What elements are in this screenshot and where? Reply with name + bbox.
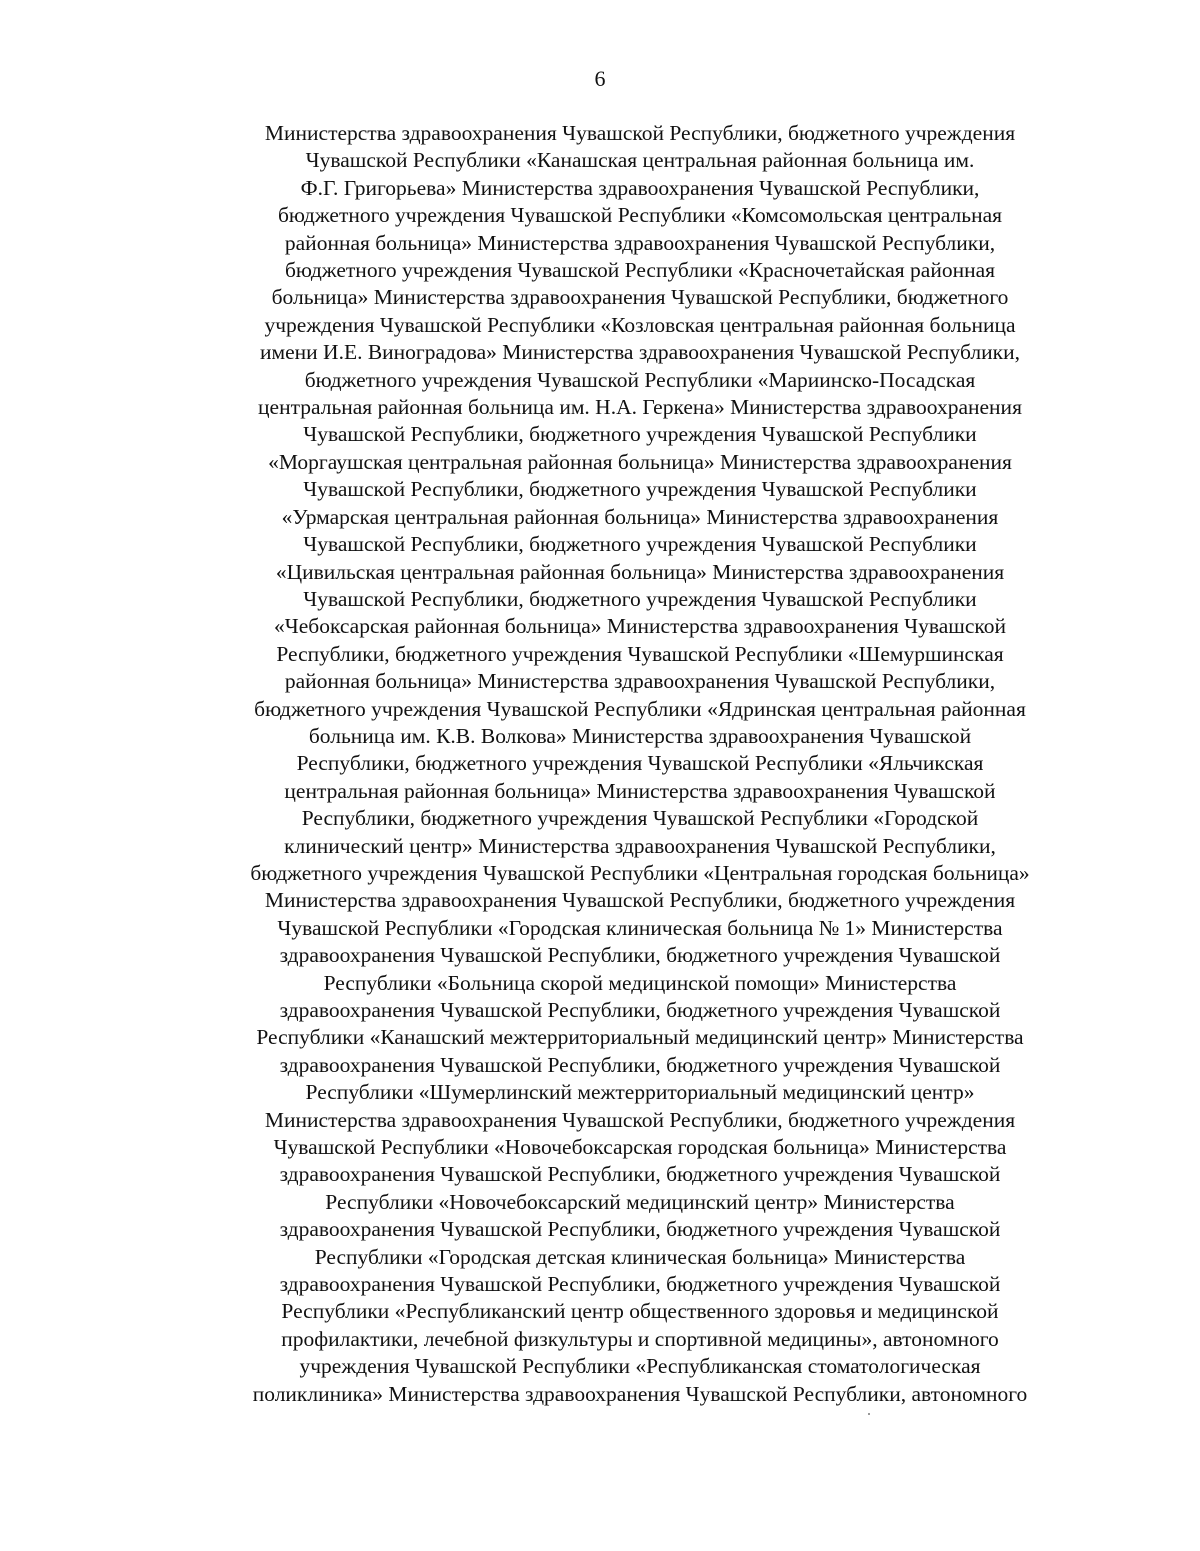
text-line: Министерства здравоохранения Чувашской Республики, бюджетного учреждения	[264, 888, 1016, 913]
text-line: больница им. К.В. Волкова» Министерства здравоохранения Чувашской	[308, 723, 972, 748]
text-line: районная больница» Министерства здравоохранения Чувашской Республики,	[284, 230, 996, 255]
text-line: Чувашской Республики «Канашская центральная районная больница им.	[305, 148, 975, 173]
text-line: районная больница» Министерства здравоохранения Чувашской Республики,	[284, 669, 996, 694]
body-text	[190, 120, 1090, 1408]
text-line: Республики «Больница скорой медицинской помощи» Министерства	[323, 970, 957, 995]
text-line: Чувашской Республики, бюджетного учреждения Чувашской Республики	[303, 532, 977, 557]
text-line: здравоохранения Чувашской Республики, бюджетного учреждения Чувашской	[279, 1217, 1001, 1242]
text-line: Чувашской Республики, бюджетного учреждения Чувашской Республики	[303, 422, 977, 447]
text-line: поликлиника» Министерства здравоохранения Чувашской Республики, автономного	[252, 1381, 1028, 1406]
text-line: имени И.Е. Виноградова» Министерства здравоохранения Чувашской Республики,	[260, 340, 1020, 365]
text-line: Чувашской Республики, бюджетного учреждения Чувашской Республики	[303, 477, 977, 502]
text-line: Республики «Канашский межтерриториальный медицинский центр» Министерства	[256, 1025, 1024, 1050]
text-line: бюджетного учреждения Чувашской Республики «Красночетайская районная	[284, 258, 996, 283]
text-line: бюджетного учреждения Чувашской Республики «Мариинско-Посадская	[304, 367, 976, 392]
text-line: центральная районная больница им. Н.А. Геркена» Министерства здравоохранения	[258, 395, 1022, 420]
text-line: здравоохранения Чувашской Республики, бюджетного учреждения Чувашской	[279, 943, 1001, 968]
text-line: Республики, бюджетного учреждения Чувашской Республики «Яльчикская	[296, 751, 984, 776]
text-line: «Моргаушская центральная районная больница» Министерства здравоохранения	[268, 449, 1012, 474]
text-line: учреждения Чувашской Республики «Козловская центральная районная больница	[264, 312, 1016, 337]
text-line: Республики, бюджетного учреждения Чувашской Республики «Шемуршинская	[276, 641, 1004, 666]
text-line: здравоохранения Чувашской Республики, бюджетного учреждения Чувашской	[279, 1052, 1001, 1077]
text-line: «Чебоксарская районная больница» Министерства здравоохранения Чувашской	[273, 614, 1007, 639]
text-line: Министерства здравоохранения Чувашской Республики, бюджетного учреждения	[264, 121, 1016, 145]
text-line: Чувашской Республики, бюджетного учреждения Чувашской Республики	[303, 586, 977, 611]
text-line: Республики «Республиканский центр общественного здоровья и медицинской	[281, 1299, 999, 1324]
text-line: «Урмарская центральная районная больница» Министерства здравоохранения	[281, 504, 999, 529]
text-line: бюджетного учреждения Чувашской Республики «Ядринская центральная районная	[254, 696, 1026, 721]
text-line: здравоохранения Чувашской Республики, бюджетного учреждения Чувашской	[279, 998, 1001, 1022]
text-line: Республики, бюджетного учреждения Чувашской Республики «Городской	[301, 806, 979, 831]
text-line: Республики «Шумерлинский межтерриториальный медицинский центр»	[305, 1080, 975, 1105]
text-line: профилактики, лечебной физкультуры и спортивной медицины», автономного	[281, 1326, 999, 1351]
text-line: центральная районная больница» Министерства здравоохранения Чувашской	[284, 778, 996, 803]
scan-speck	[868, 1413, 870, 1415]
text-line: Республики «Городская детская клиническая больница» Министерства	[314, 1244, 966, 1269]
text-line: клинический центр» Министерства здравоохранения Чувашской Республики,	[284, 833, 996, 858]
text-line: Ф.Г. Григорьева» Министерства здравоохранения Чувашской Республики,	[300, 175, 980, 200]
text-line: Министерства здравоохранения Чувашской Республики, бюджетного учреждения	[264, 1107, 1016, 1132]
text-line: Республики «Новочебоксарский медицинский центр» Министерства	[325, 1189, 955, 1214]
text-line: бюджетного учреждения Чувашской Республики «Комсомольская центральная	[277, 203, 1003, 228]
text-line: Чувашской Республики «Городская клиническая больница № 1» Министерства	[277, 915, 1003, 940]
text-line: здравоохранения Чувашской Республики, бюджетного учреждения Чувашской	[279, 1272, 1001, 1297]
text-line: больница» Министерства здравоохранения Чувашской Республики, бюджетного	[271, 285, 1009, 310]
text-line: учреждения Чувашской Республики «Республиканская стоматологическая	[299, 1354, 981, 1379]
text-line: бюджетного учреждения Чувашской Республики «Центральная городская больница»	[250, 860, 1030, 885]
text-line: Чувашской Республики «Новочебоксарская городская больница» Министерства	[273, 1135, 1007, 1160]
text-line: «Цивильская центральная районная больница» Министерства здравоохранения	[275, 559, 1005, 584]
text-line: здравоохранения Чувашской Республики, бюджетного учреждения Чувашской	[279, 1162, 1001, 1187]
page-number: 6	[594, 66, 606, 91]
